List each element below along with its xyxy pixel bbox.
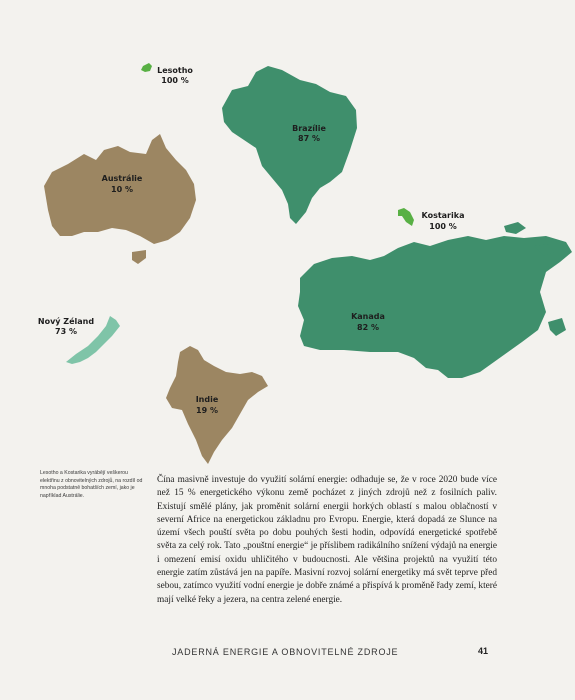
new-zealand-value: 73 % [55, 327, 77, 336]
costa-rica-value: 100 % [429, 222, 457, 231]
costa-rica-shape [398, 208, 414, 226]
australia-value: 10 % [111, 185, 133, 194]
india-name: Indie [195, 395, 219, 404]
lesotho-value: 100 % [161, 76, 189, 85]
canada-island-3 [548, 318, 566, 336]
footer-chapter-title: JADERNÁ ENERGIE A OBNOVITELNÉ ZDROJE [172, 647, 399, 657]
map-caption: Lesotho a Kostarika vyrábějí veškerou elektřinu z obnovitelných zdrojů, na rozdíl od mnoha podstatně bohatších zemí, jako je například Austrálie. [40, 470, 143, 499]
canada-name: Kanada [351, 312, 385, 321]
body-text [157, 474, 497, 607]
page-number: 41 [478, 646, 489, 656]
brazil-shape [222, 66, 357, 224]
brazil-name: Brazílie [292, 124, 326, 133]
brazil-value: 87 % [298, 134, 320, 143]
tasmania-shape [132, 250, 146, 264]
india-value: 19 % [196, 406, 218, 415]
lesotho-shape [141, 63, 152, 72]
canada-island-1 [504, 222, 526, 234]
australia-name: Austrálie [101, 174, 143, 183]
body-paragraph: Čína masivně investuje do využití solární energie: odhaduje se, že v roce 2020 bude více než 15 % energetického výkonu země pocházet z jiných zdrojů než z fosilních paliv. Existují smělé plány, jak proměnit solární energii horkých oblastí s malou oblačností v severní Africe na energetickou základnu pro Evropu. Energie, která dopadá ze Slunce na území všech pouští světa po dobu pouhých šesti hodin, odpovídá energetické spotřebě světa za celý rok. Tato „pouštní energie“ je příslibem radikálního snížení výdajů na energie i omezení emisí oxidu uhličitého v budoucnosti. Ale většina projektů na využití této energie zatím zůstává jen na papíře. Masivní rozvoj solární energetiky má svět teprve před sebou, zatímco využití vodní energie je dobře známé a přispívá k proměně řady zemí, které mají velké řeky a jezera, na centra zelené energie. [157, 475, 497, 605]
costa-rica-name: Kostarika [421, 211, 465, 220]
india-shape [166, 346, 268, 464]
canada-value: 82 % [357, 323, 379, 332]
canada-shape [298, 236, 572, 378]
new-zealand-name: Nový Zéland [37, 317, 95, 326]
lesotho-name: Lesotho [157, 66, 193, 75]
